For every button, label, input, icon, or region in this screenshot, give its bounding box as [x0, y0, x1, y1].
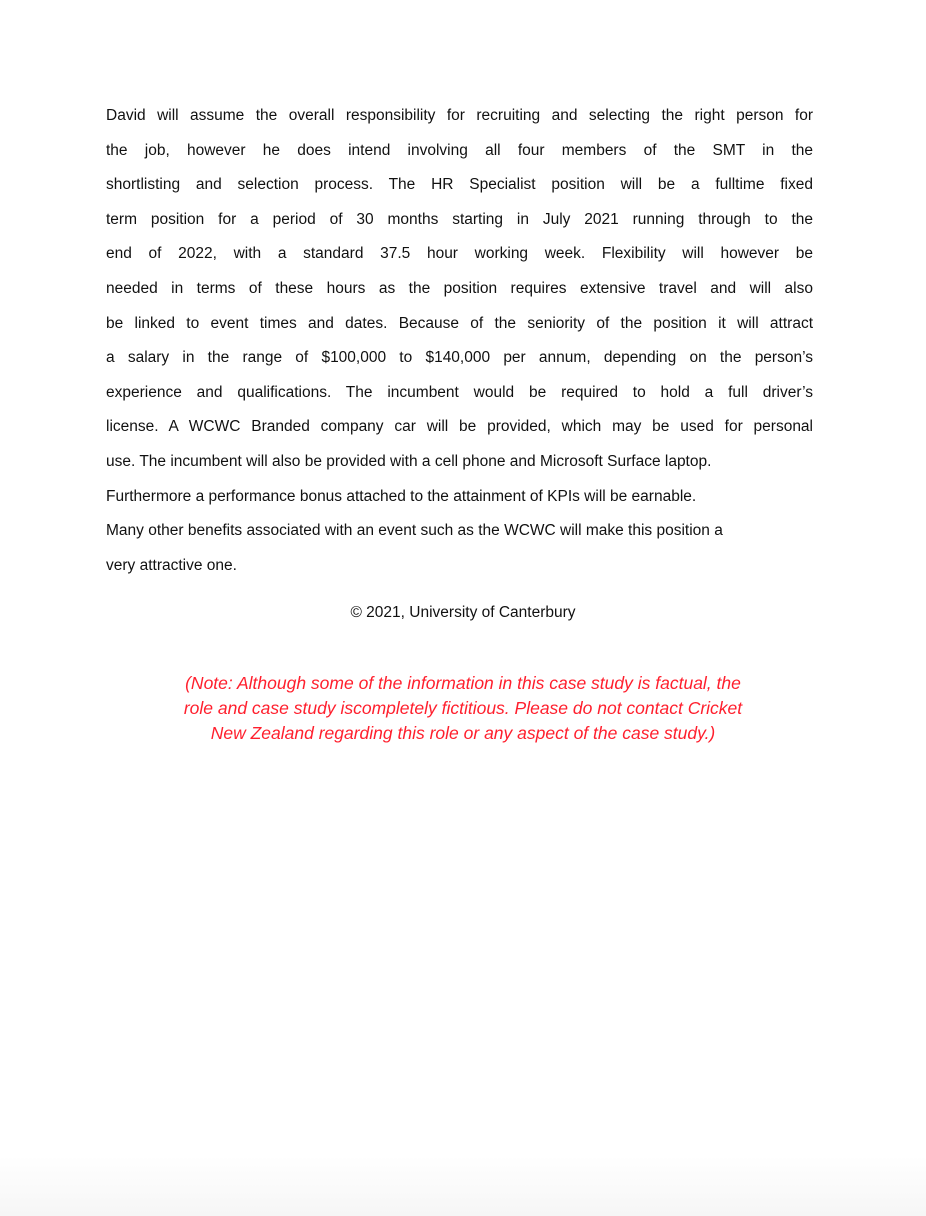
paragraph-line: needed in terms of these hours as the position requires extensive travel and will also: [106, 279, 813, 297]
paragraph-line: use. The incumbent will also be provided with a cell phone and Microsoft Surface laptop.: [106, 452, 712, 470]
paragraph-line: Furthermore a performance bonus attached to the attainment of KPIs will be earnable.: [106, 487, 697, 505]
paragraph-line: shortlisting and selection process. The HR Specialist position will be a fulltime fixed: [106, 176, 813, 194]
body-paragraph: [106, 99, 813, 583]
paragraph-line: end of 2022, with a standard 37.5 hour working week. Flexibility will however be: [106, 245, 813, 263]
paragraph-line: the job, however he does intend involving all four members of the SMT in the: [106, 141, 813, 159]
paragraph-line: a salary in the range of $100,000 to $140,000 per annum, depending on the person’s: [106, 349, 813, 367]
paragraph-line: term position for a period of 30 months starting in July 2021 running through to the: [106, 210, 813, 228]
note-line: (Note: Although some of the information in this case study is factual, the: [185, 673, 741, 693]
paragraph-line: be linked to event times and dates. Because of the seniority of the position it will attract: [106, 314, 813, 332]
paragraph-line: Many other benefits associated with an event such as the WCWC will make this position a: [106, 522, 723, 540]
note-line: role and case study iscompletely fictitious. Please do not contact Cricket: [183, 698, 743, 718]
copyright-notice: © 2021, University of Canterbury: [350, 604, 576, 621]
paragraph-line: very attractive one.: [106, 556, 237, 574]
note-line: New Zealand regarding this role or any aspect of the case study.): [210, 723, 716, 743]
paragraph-line: David will assume the overall responsibility for recruiting and selecting the right person for: [106, 107, 813, 124]
paragraph-line: experience and qualifications. The incumbent would be required to hold a full driver’s: [106, 383, 813, 401]
page-bottom-shade: [0, 1156, 926, 1216]
paragraph-line: license. A WCWC Branded company car will be provided, which may be used for personal: [106, 418, 813, 436]
disclaimer-note: [140, 671, 786, 746]
